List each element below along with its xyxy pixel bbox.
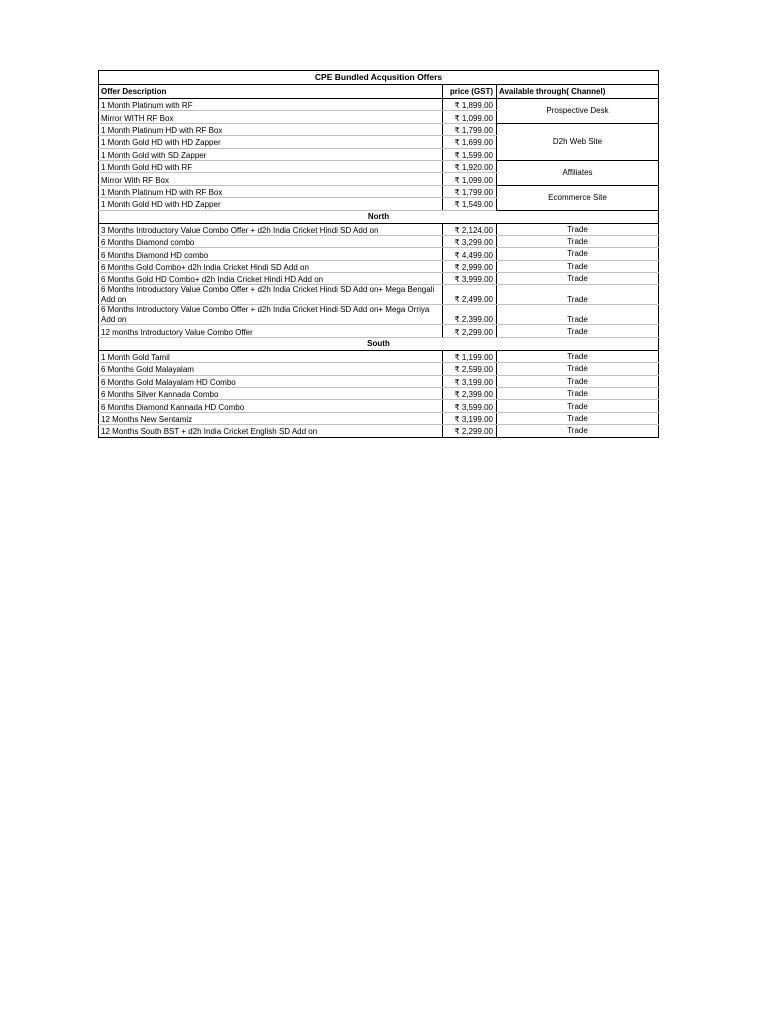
header-description: Offer Description [99,85,443,99]
offer-description: 1 Month Platinum HD with RF Box [99,123,443,135]
offer-description: 6 Months Introductory Value Combo Offer + d2h India Cricket Hindi SD Add on+ Mega Bengali Add on [99,285,443,305]
offer-channel: Trade [497,425,659,437]
offer-description: Mirror With RF Box [99,173,443,185]
offer-price: ₹ 1,920.00 [443,160,497,172]
table-row [99,305,659,325]
offer-description: 6 Months Silver Kannada Combo [99,388,443,400]
offer-description: 1 Month Gold Tamil [99,350,443,362]
offer-channel: Trade [497,375,659,387]
header-price: price (GST) [443,85,497,99]
offer-channel: Trade [497,305,659,325]
section-header-row [99,210,659,223]
offer-price: ₹ 2,299.00 [443,425,497,437]
offer-description: 12 months Introductory Value Combo Offer [99,325,443,337]
offer-channel: Trade [497,260,659,272]
table-row [99,325,659,337]
table-row [99,375,659,387]
table-row [99,350,659,362]
offer-description: 6 Months Diamond HD combo [99,248,443,260]
offer-price: ₹ 3,199.00 [443,412,497,424]
offer-price: ₹ 2,999.00 [443,260,497,272]
offer-description: 6 Months Introductory Value Combo Offer + d2h India Cricket Hindi SD Add on+ Mega Orriya Add on [99,305,443,325]
offer-description: 6 Months Gold HD Combo+ d2h India Cricket Hindi HD Add on [99,273,443,285]
offer-description: 3 Months Introductory Value Combo Offer + d2h India Cricket Hindi SD Add on [99,223,443,235]
offer-price: ₹ 3,999.00 [443,273,497,285]
table-row [99,185,659,197]
offer-price: ₹ 1,799.00 [443,123,497,135]
offers-table [98,70,659,438]
offer-description: 1 Month Platinum with RF [99,99,443,111]
offer-price: ₹ 4,499.00 [443,248,497,260]
table-row [99,235,659,247]
table-row [99,260,659,272]
table-row [99,248,659,260]
table-row [99,123,659,135]
table-row [99,400,659,412]
section-north-label: North [99,210,659,223]
table-row [99,285,659,305]
offer-description: 6 Months Diamond Kannada HD Combo [99,400,443,412]
offer-channel: Trade [497,273,659,285]
offer-price: ₹ 3,299.00 [443,235,497,247]
offer-price: ₹ 2,599.00 [443,363,497,375]
table-row [99,160,659,172]
table-row [99,388,659,400]
offer-channel: Trade [497,363,659,375]
offer-price: ₹ 2,399.00 [443,388,497,400]
offer-price: ₹ 2,299.00 [443,325,497,337]
offer-price: ₹ 2,399.00 [443,305,497,325]
offer-price: ₹ 2,499.00 [443,285,497,305]
offer-description: 1 Month Gold HD with HD Zapper [99,136,443,148]
offer-description: 12 Months South BST + d2h India Cricket English SD Add on [99,425,443,437]
offer-price: ₹ 1,599.00 [443,148,497,160]
offer-channel: D2h Web Site [497,123,659,160]
header-channel: Available through( Channel) [497,85,659,99]
offer-channel: Prospective Desk [497,99,659,124]
offer-description: 6 Months Gold Malayalam HD Combo [99,375,443,387]
offer-price: ₹ 1,799.00 [443,185,497,197]
offer-channel: Affiliates [497,160,659,185]
offer-channel: Trade [497,400,659,412]
table-header-row [99,85,659,99]
offer-price: ₹ 1,099.00 [443,111,497,123]
offer-channel: Trade [497,388,659,400]
section-header-row [99,337,659,350]
table-title-row [99,71,659,85]
offer-channel: Trade [497,350,659,362]
offer-channel: Trade [497,248,659,260]
table-row [99,273,659,285]
offer-price: ₹ 1,549.00 [443,198,497,210]
offer-price: ₹ 1,899.00 [443,99,497,111]
offer-description: 1 Month Gold with SD Zapper [99,148,443,160]
offer-description: 6 Months Gold Malayalam [99,363,443,375]
offer-channel: Trade [497,223,659,235]
offer-price: ₹ 1,099.00 [443,173,497,185]
offer-description: 1 Month Gold HD with HD Zapper [99,198,443,210]
table-row [99,99,659,111]
offer-channel: Ecommerce Site [497,185,659,210]
offer-channel: Trade [497,235,659,247]
offer-price: ₹ 1,199.00 [443,350,497,362]
offer-channel: Trade [497,285,659,305]
table-row [99,412,659,424]
offer-channel: Trade [497,412,659,424]
offer-price: ₹ 3,599.00 [443,400,497,412]
offer-price: ₹ 1,699.00 [443,136,497,148]
table-row [99,363,659,375]
table-title: CPE Bundled Acqusition Offers [99,71,659,85]
offer-description: 1 Month Platinum HD with RF Box [99,185,443,197]
offer-price: ₹ 3,199.00 [443,375,497,387]
table-row [99,425,659,437]
offer-description: 12 Months New Sentamiz [99,412,443,424]
offer-channel: Trade [497,325,659,337]
offer-description: 6 Months Gold Combo+ d2h India Cricket Hindi SD Add on [99,260,443,272]
offer-description: 6 Months Diamond combo [99,235,443,247]
offer-price: ₹ 2,124.00 [443,223,497,235]
offer-description: 1 Month Gold HD with RF [99,160,443,172]
offers-document [98,70,658,438]
section-south-label: South [99,337,659,350]
table-row [99,223,659,235]
offer-description: Mirror WITH RF Box [99,111,443,123]
